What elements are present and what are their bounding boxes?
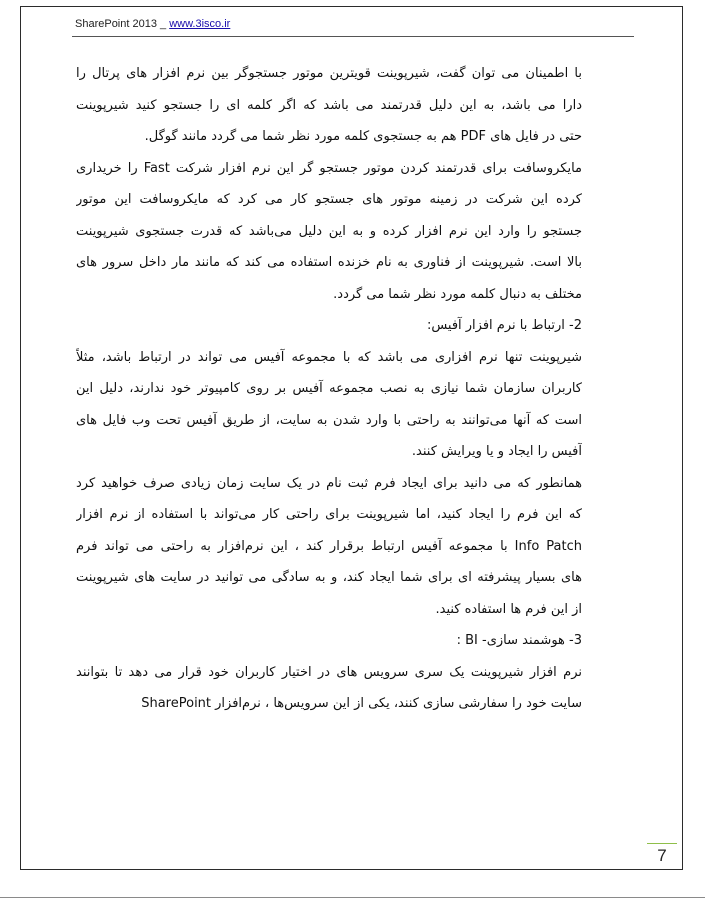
page-number: 7 [647, 843, 677, 869]
header-title: SharePoint 2013 _ [75, 18, 170, 30]
text-line: همانطور که می دانید برای ایجاد فرم ثبت نام در یک سایت زمان زیادی صرف خواهید کرد [76, 475, 582, 491]
text-line: جستجو را وارد این نرم افزار کرده و به این دلیل می‌باشد که قدرت جستجوی شیرپوینت [76, 223, 582, 239]
text-line: کاربران سازمان شما نیازی به نصب مجموعه آفیس بر روی کامپیوتر خود ندارند، دلیل این [76, 381, 582, 396]
bottom-divider [0, 897, 705, 898]
text-line: های بسیار پیشرفته ای برای شما ایجاد کند، و به سادگی می توانید در سایت های شیرپوینت [76, 570, 582, 585]
text-line: حتی در فایل های PDF هم به جستجوی کلمه مورد نظر شما می گردد مانند گوگل. [144, 129, 582, 144]
text-line: نرم افزار شیرپوینت یک سری سرویس های در اختیار کاربران خود قرار می دهد تا بتوانند [76, 664, 582, 680]
text-line: از این فرم ها استفاده کنید. [435, 601, 582, 617]
text-line: بالا است. شیرپوینت از فناوری به نام خزنده استفاده می کند که مانند مار داخل سرور های [76, 255, 582, 270]
text-line: است که آنها می‌توانند به راحتی با وارد شدن به سایت، از طریق آفیس تحت وب فایل های [76, 412, 582, 428]
document-body [76, 58, 582, 720]
text-line: دارا می باشد، به این دلیل قدرتمند می باشد که اگر کلمه ای را جستجو کنید شیرپوینت [76, 97, 582, 113]
section-heading: 3- هوشمند سازی- BI : [456, 633, 582, 648]
text-line: با اطمینان می توان گفت، شیرپوینت قویترین موتور جستجوگر بین نرم افزار های پرتال را [76, 66, 582, 81]
text-line: سایت خود را سفارشی سازی کنند، یکی از این سرویس‌ها ، نرم‌افزار SharePoint [141, 696, 582, 711]
header-divider [72, 36, 634, 37]
text-line: کرده این شرکت در زمینه موتور های جستجو کار می کرد که مایکروسافت این موتور [76, 192, 582, 207]
section-heading: 2- ارتباط با نرم افزار آفیس: [426, 318, 582, 333]
text-line: مختلف به دنبال کلمه مورد نظر شما می گردد. [333, 286, 582, 302]
text-line: آفیس را ایجاد و یا ویرایش کنند. [411, 444, 582, 459]
page-header [75, 18, 230, 30]
text-line: Info Patch با مجموعه آفیس ارتباط برقرار کند ، این نرم‌افزار به راحتی می تواند فرم [76, 538, 582, 554]
header-link[interactable]: www.3isco.ir [169, 18, 231, 30]
text-line: که این فرم را ایجاد کنید، اما شیرپوینت برای راحتی کار می‌تواند با استفاده از نرم افزار [76, 507, 582, 522]
text-line: شیرپوینت تنها نرم افزاری می باشد که با مجموعه آفیس می تواند در ارتباط باشد، مثلاً [76, 349, 582, 365]
text-line: مایکروسافت برای قدرتمند کردن موتور جستجو گر این نرم افزار شرکت Fast را خریداری [76, 160, 582, 176]
